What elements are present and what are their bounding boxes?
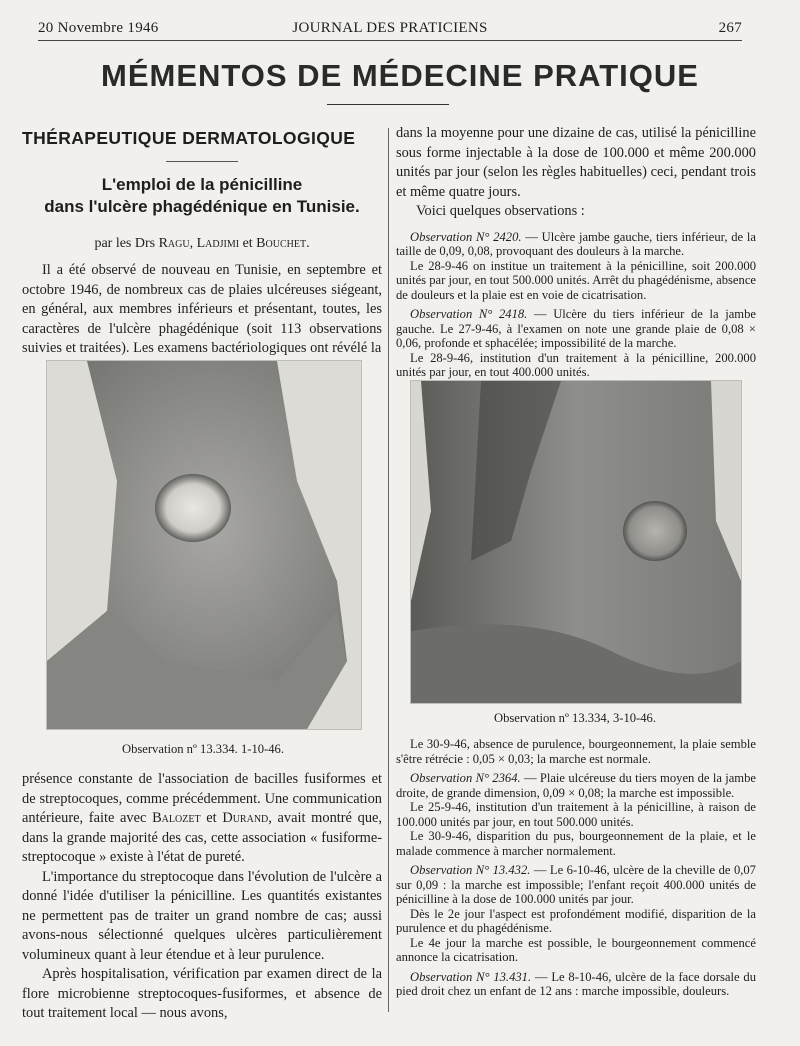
observation-2364-text: — Plaie ulcéreuse du tiers moyen de la jambe droite, de grande dimension, 0,09 × 0,08; la marche est impossible.	[396, 771, 756, 800]
observation-13432-followup-1: Dès le 2e jour l'aspect est profondément modifié, disparition de la purulence et du phagédénisme.	[396, 906, 756, 935]
paragraph-association	[22, 770, 382, 868]
paragraph-observations-intro: Voici quelques observations :	[416, 203, 585, 219]
intro-paragraph: Il a été observé de nouveau en Tunisie, en septembre et octobre 1946, de nombreux cas de plaies ulcéreuses siégeant, en général, aux membres inférieurs et présentant, toutes, les caractères de l'ulcère phagédénique (soit 113 observations suivies et traitées). Les examens bactériologiques ont révélé la	[22, 262, 382, 356]
author-ladjimi: Ladjimi	[196, 236, 240, 251]
ankle-ulcer-photo-1	[47, 361, 361, 729]
byline-suffix: .	[306, 236, 310, 251]
observation-2364-label: Observation N° 2364.	[410, 771, 521, 785]
paragraph-association-b: et	[200, 810, 223, 826]
observation-13432	[396, 863, 756, 907]
right-column-continued	[396, 737, 756, 999]
observation-2420-text: — Ulcère jambe gauche, tiers inférieur, de la taille de 0,09, 0,08, provoquant des douleurs à la marche.	[396, 229, 756, 258]
observation-13432-text: — Le 6-10-46, ulcère de la cheville de 0,07 sur 0,09 : la marche est impossible; l'enfant reçoit 400.000 unités de pénicilline à la dose de 100.000 unités par jour.	[396, 863, 756, 906]
left-column-continued	[22, 770, 382, 1024]
observation-2420-followup: Le 28-9-46 on institue un traitement à la pénicilline, soit 200.000 unités par jour, en tout 500.000 unités. Arrêt du phagédénisme, absence de douleurs et la plaie est en voie de cicatrisation.	[396, 258, 756, 302]
byline-prefix: par les Drs	[94, 236, 159, 251]
author-ragu: Ragu	[158, 236, 190, 251]
page-number: 267	[718, 20, 742, 36]
journal-name: JOURNAL DES PRATICIENS	[292, 20, 488, 36]
byline	[22, 236, 382, 252]
observation-13431-text: — Le 8-10-46, ulcère de la face dorsale du pied droit chez un enfant de 12 ans : marche impossible, douleurs.	[396, 969, 756, 998]
observation-2364	[396, 771, 756, 800]
issue-date: 20 Novembre 1946	[38, 20, 159, 36]
observation-13432-label: Observation N° 13.432.	[410, 863, 531, 877]
observation-2420-label: Observation N° 2420.	[410, 229, 522, 244]
observation-2418-text: — Ulcère du tiers inférieur de la jambe gauche. Le 27-9-46, à l'examen on note une grande plaie de 0,08 × 0,06, profonde et sphacélée; impossibilité de la marche.	[396, 307, 756, 350]
left-column	[22, 124, 382, 359]
byline-sep-1: ,	[189, 236, 197, 251]
running-head	[38, 18, 742, 41]
section-rule	[166, 161, 238, 162]
observation-13431	[396, 970, 756, 999]
paragraph-streptocoque: L'importance du streptocoque dans l'évolution de l'ulcère a donné l'idée d'utiliser la pénicilline. Les quantités existantes ne permettent pas de traiter un grand nombre de cas; aussi avons-nous sélectionné quelques ulcères particulièrement volumineux quant à leur étendue et à leur purulence.	[22, 868, 382, 963]
observation-2420	[396, 230, 756, 259]
name-balozet: Balozet	[152, 810, 201, 826]
paragraph-hospitalisation: Après hospitalisation, vérification par examen direct de la flore microbienne streptocoques-fusiformes, et absence de tout traitement local — nous avons,	[22, 966, 382, 1021]
observation-13431-label: Observation N° 13.431.	[410, 969, 532, 984]
photo-observation-2	[410, 380, 742, 704]
byline-sep-2: et	[239, 236, 257, 251]
paragraph-association-c: , avait montré que, dans la grande majorité des cas, cette association « fusiforme-streptocoque » existe à l'état de pureté.	[22, 810, 382, 865]
observation-13432-followup-2: Le 4e jour la marche est possible, le bourgeonnement commencé annonce la cicatrisation.	[396, 935, 756, 964]
paragraph-association-a: présence constante de l'association de bacilles fusiformes et de streptocoques, comme précédemment. Une communication antérieure, faite avec	[22, 771, 382, 826]
author-bouchet: Bouchet	[256, 236, 307, 251]
observation-2364-followup-1: Le 25-9-46, institution d'un traitement à la pénicilline, à raison de 100.000 unités par jour, en tout 500.000 unités.	[396, 800, 756, 829]
photo-observation-1	[46, 360, 362, 730]
article-title-line-2: dans l'ulcère phagédénique en Tunisie.	[44, 197, 360, 216]
paragraph-30-9-46: Le 30-9-46, absence de purulence, bourgeonnement, la plaie semble s'être rétrécie : 0,05 × 0,03; la marche est normale.	[396, 737, 756, 766]
observation-2418	[396, 307, 756, 351]
ankle-ulcer-photo-2	[411, 381, 741, 703]
title-rule	[327, 104, 449, 105]
observation-2418-followup: Le 28-9-46, institution d'un traitement à la pénicilline, 200.000 unités par jour, en tout 400.000 unités.	[396, 350, 756, 379]
section-heading: THÉRAPEUTIQUE DERMATOLOGIQUE	[22, 128, 356, 148]
observation-2364-followup-2: Le 30-9-46, disparition du pus, bourgeonnement de la plaie, et le malade commence à marcher normalement.	[396, 829, 756, 858]
paragraph-dosage: dans la moyenne pour une dizaine de cas, utilisé la pénicilline sous forme injectable à la dose de 100.000 et même 200.000 unités par jour (selon les règles habituelles) ceci, pendant trois et même quatre jours.	[396, 125, 756, 200]
column-divider	[388, 128, 389, 1012]
caption-figure-2: Observation nº 13.334, 3-10-46.	[493, 711, 656, 725]
page-title: MÉMENTOS DE MÉDECINE PRATIQUE	[101, 58, 699, 93]
article-title-line-1: L'emploi de la pénicilline	[101, 175, 303, 194]
caption-figure-1: Observation nº 13.334. 1-10-46.	[121, 742, 284, 756]
name-durand: Durand	[222, 810, 269, 826]
observation-2418-label: Observation N° 2418.	[410, 307, 528, 321]
right-column	[396, 124, 756, 385]
article-title	[22, 174, 382, 218]
